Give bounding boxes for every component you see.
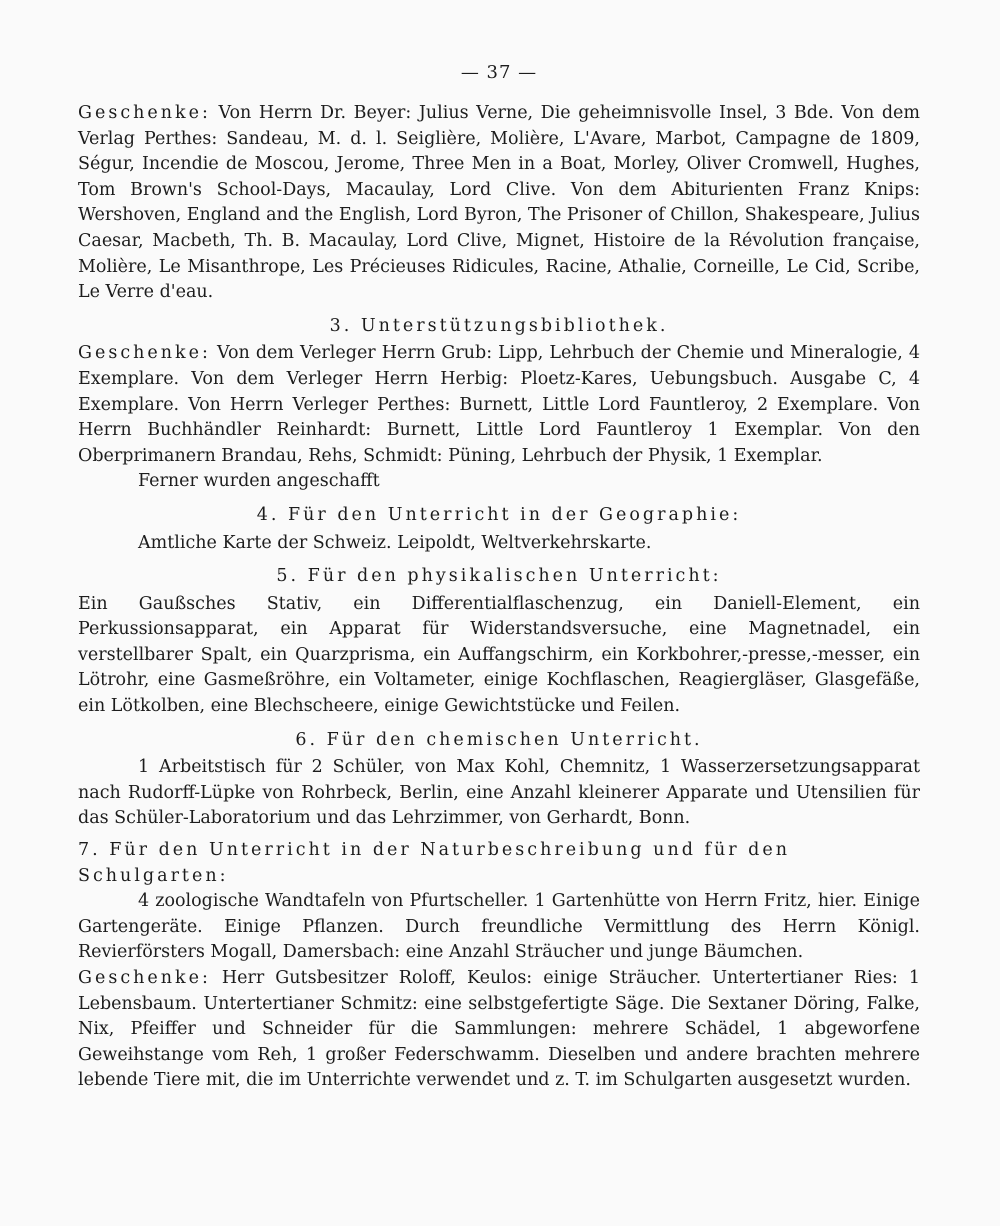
section-5-heading: 5. Für den physikalischen Unterricht: [276,566,722,587]
page-number: — 37 — [460,62,538,83]
section-6-heading: 6. Für den chemischen Unterricht. [295,729,703,750]
section-6-text: 1 Arbeitstisch für 2 Schüler, von Max Kohl, Chemnitz, 1 Wasserzersetzungsapparat nach Rudorff-Lüpke von Rohrbeck, Berlin, eine Anzahl kleinerer Apparate und Utensilien für das Schüler-Laboratorium und das Lehrzimmer, von Gerhardt, Bonn. [78,757,920,829]
section-7-gifts-text: Herr Gutsbesitzer Roloff, Keulos: einige Sträucher. Untertertianer Ries: 1 Lebensbaum. Untertertianer Schmitz: eine selbstgefertigte Säge. Die Sextaner Döring, Falke, Nix, Pfeiffer und Schneider für die Sammlungen: mehrere Schädel, 1 abgeworfene Geweihstange vom Reh, 1 großer Federschwamm. Dieselben und andere brachten mehrere lebende Tiere mit, die im Unterrichte verwendet und z. T. im Schulgarten ausgesetzt wurden. [78,968,920,1091]
gifts-label: Geschenke: [78,103,211,123]
gifts-paragraph-1 [78,101,920,306]
document-page [78,62,920,1094]
section-4-heading: 4. Für den Unterricht in der Geographie: [256,504,742,525]
section-3-extra: Ferner wurden angeschafft [138,471,380,492]
section-3-gifts-text: Von dem Verleger Herrn Grub: Lipp, Lehrbuch der Chemie und Mineralogie, 4 Exemplare. Von dem Verleger Herrn Herbig: Ploetz-Kares, Uebungsbuch. Ausgabe C, 4 Exemplare. Von Herrn Verleger Perthes: Burnett, Little Lord Fauntleroy, 2 Exemplare. Von Herrn Buchhändler Reinhardt: Burnett, Little Lord Fauntleroy 1 Exemplar. Von den Oberprimanern Brandau, Rehs, Schmidt: Püning, Lehrbuch der Physik, 1 Exemplar. [78,343,920,466]
section-5-text: Ein Gaußsches Stativ, ein Differentialflaschenzug, ein Daniell-Element, ein Perkussionsapparat, ein Apparat für Widerstandsversuche, eine Magnetnadel, ein verstellbarer Spalt, ein Quarzprisma, ein Auffangschirm, ein Korkbohrer,-presse,-messer, ein Lötrohr, eine Gasmeßröhre, ein Voltameter, einige Kochflaschen, Reagiergläser, Glasgefäße, ein Lötkolben, eine Blechscheere, einige Gewichtstücke und Feilen. [78,593,920,717]
section-3-gifts-label: Geschenke: [78,343,211,364]
gifts-text: Von Herrn Dr. Beyer: Julius Verne, Die geheimnisvolle Insel, 3 Bde. Von dem Verlag Perthes: Sandeau, M. d. l. Seiglière, Molière, L'Avare, Marbot, Campagne de 1809, Ségur, Incendie de Moscou, Jerome, Three Men in a Boat, Morley, Oliver Cromwell, Hughes, Tom Brown's School-Days, Macaulay, Lord Clive. Von dem Abiturienten Franz Knips: Wershoven, England and the English, Lord Byron, The Prisoner of Chillon, Shakespeare, Julius Caesar, Macbeth, Th. B. Macaulay, Lord Clive, Mignet, Histoire de la Révolution française, Molière, Le Misanthrope, Les Précieuses Ridicules, Racine, Athalie, Corneille, Le Cid, Scribe, Le Verre d'eau. [78,103,920,303]
section-7-heading: 7. Für den Unterricht in der Naturbeschreibung und für den Schulgarten: [78,840,790,886]
section-3-gifts [78,341,920,469]
section-4-text: Amtliche Karte der Schweiz. Leipoldt, Weltverkehrskarte. [138,532,652,553]
section-7-text: 4 zoologische Wandtafeln von Pfurtscheller. 1 Gartenhütte von Herrn Fritz, hier. Einige Gartengeräte. Einige Pflanzen. Durch freundliche Vermittlung des Herrn Königl. Revierförsters Mogall, Damersbach: eine Anzahl Sträucher und junge Bäumchen. [78,891,920,963]
section-3-heading: 3. Unterstützungsbibliothek. [329,315,669,336]
section-7-gifts [78,966,920,1094]
section-7-gifts-label: Geschenke: [78,968,211,988]
